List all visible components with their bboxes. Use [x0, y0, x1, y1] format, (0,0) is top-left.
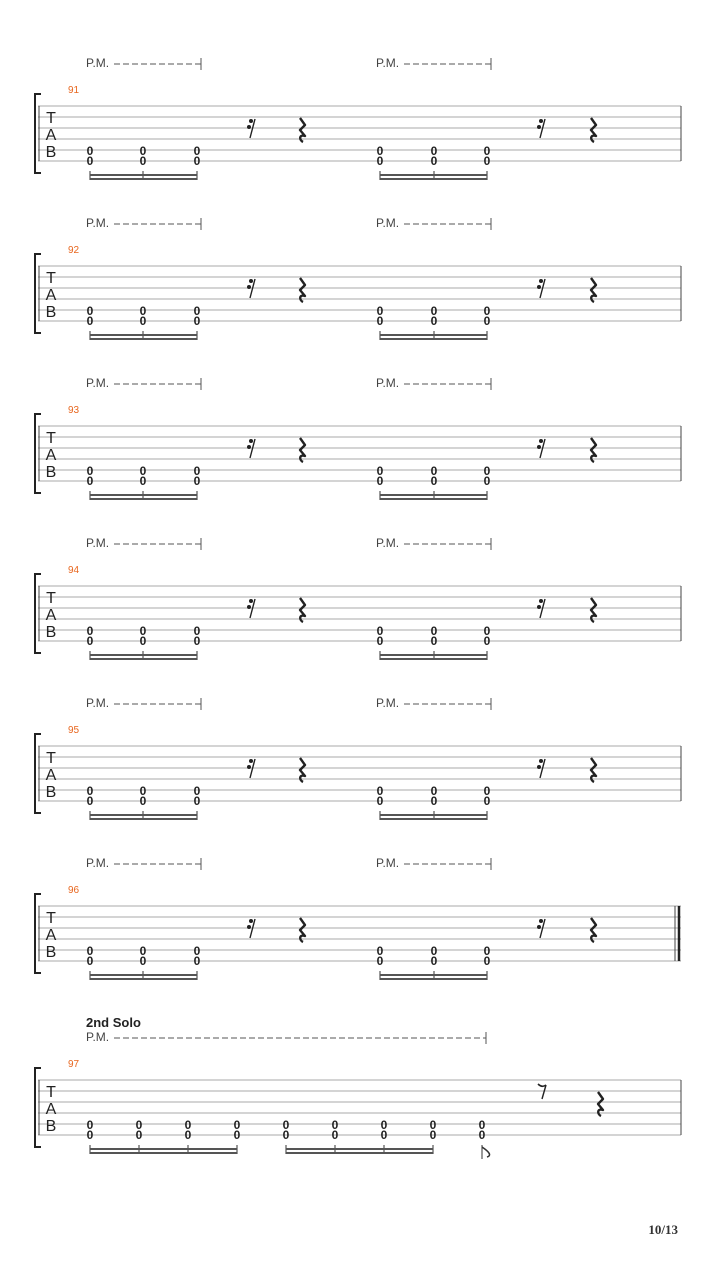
sixteenth-rest-flag: [249, 439, 253, 443]
tab-clef-letter: T: [46, 110, 56, 127]
tab-clef-letter: A: [45, 607, 57, 624]
fret-number: 0: [139, 784, 147, 798]
fret-number: 0: [376, 464, 384, 478]
quarter-rest: [591, 598, 596, 622]
fret-number: 0: [331, 1118, 339, 1132]
palm-mute-label: P.M.: [86, 1030, 110, 1044]
fret-number: 0: [86, 144, 94, 158]
fret-number: 0: [430, 464, 438, 478]
fret-number: 0: [430, 794, 438, 808]
fret-number: 0: [483, 944, 491, 958]
tab-clef-letter: T: [46, 910, 56, 927]
tab-clef-letter: T: [46, 430, 56, 447]
tab-system-91: [35, 56, 681, 180]
fret-number: 0: [139, 314, 147, 328]
fret-number: 0: [282, 1118, 290, 1132]
sixteenth-rest-flag: [537, 125, 541, 129]
quarter-rest: [300, 278, 305, 302]
fret-number: 0: [139, 634, 147, 648]
measure-number: 95: [68, 725, 80, 736]
fret-number: 0: [86, 464, 94, 478]
fret-number: 0: [193, 954, 201, 968]
fret-number: 0: [376, 954, 384, 968]
palm-mute-label: P.M.: [376, 856, 400, 870]
fret-number: 0: [331, 1128, 339, 1142]
fret-number: 0: [193, 144, 201, 158]
fret-number: 0: [193, 474, 201, 488]
sixteenth-rest-flag: [539, 279, 543, 283]
fret-number: 0: [193, 794, 201, 808]
fret-number: 0: [86, 1128, 94, 1142]
measure-number: 93: [68, 405, 80, 416]
fret-number: 0: [376, 154, 384, 168]
fret-number: 0: [430, 784, 438, 798]
fret-number: 0: [430, 144, 438, 158]
fret-number: 0: [376, 794, 384, 808]
fret-number: 0: [193, 784, 201, 798]
sixteenth-rest-flag: [537, 925, 541, 929]
tab-system-96: [35, 856, 681, 980]
fret-number: 0: [233, 1128, 241, 1142]
tab-clef-letter: A: [45, 287, 57, 304]
page-number: 10/13: [648, 1222, 678, 1237]
fret-number: 0: [376, 144, 384, 158]
palm-mute-label: P.M.: [376, 536, 400, 550]
fret-number: 0: [135, 1128, 143, 1142]
sixteenth-rest-flag: [539, 759, 543, 763]
fret-number: 0: [478, 1128, 486, 1142]
fret-number: 0: [139, 304, 147, 318]
sixteenth-rest-flag: [537, 445, 541, 449]
fret-number: 0: [430, 304, 438, 318]
fret-number: 0: [193, 634, 201, 648]
measure-number: 91: [68, 85, 80, 96]
section-title: 2nd Solo: [86, 1015, 141, 1030]
tab-system-94: [35, 536, 681, 660]
palm-mute-label: P.M.: [86, 696, 110, 710]
tab-clef-letter: A: [45, 767, 57, 784]
tab-clef-letter: B: [45, 784, 57, 801]
quarter-rest: [300, 598, 305, 622]
fret-number: 0: [86, 954, 94, 968]
fret-number: 0: [233, 1118, 241, 1132]
fret-number: 0: [376, 314, 384, 328]
tab-system-92: [35, 216, 681, 340]
palm-mute-label: P.M.: [86, 536, 110, 550]
fret-number: 0: [139, 464, 147, 478]
sixteenth-rest-flag: [539, 439, 543, 443]
sixteenth-rest-flag: [539, 599, 543, 603]
quarter-rest: [300, 438, 305, 462]
measure-number: 94: [68, 565, 80, 576]
eighth-flag: [482, 1147, 490, 1157]
fret-number: 0: [483, 954, 491, 968]
tab-clef-letter: A: [45, 447, 57, 464]
palm-mute-label: P.M.: [376, 376, 400, 390]
fret-number: 0: [86, 154, 94, 168]
fret-number: 0: [376, 304, 384, 318]
fret-number: 0: [86, 474, 94, 488]
fret-number: 0: [86, 784, 94, 798]
sixteenth-rest-flag: [249, 599, 253, 603]
fret-number: 0: [139, 474, 147, 488]
fret-number: 0: [193, 464, 201, 478]
palm-mute-label: P.M.: [86, 376, 110, 390]
tab-clef-letter: A: [45, 927, 57, 944]
fret-number: 0: [193, 314, 201, 328]
tab-clef-letter: A: [45, 127, 57, 144]
sixteenth-rest-flag: [537, 605, 541, 609]
measure-number: 97: [68, 1059, 80, 1070]
fret-number: 0: [483, 144, 491, 158]
fret-number: 0: [430, 954, 438, 968]
tab-clef-letter: T: [46, 1084, 56, 1101]
fret-number: 0: [483, 464, 491, 478]
palm-mute-label: P.M.: [376, 56, 400, 70]
quarter-rest: [300, 918, 305, 942]
tab-clef-letter: T: [46, 750, 56, 767]
fret-number: 0: [193, 154, 201, 168]
sixteenth-rest-flag: [247, 925, 251, 929]
fret-number: 0: [376, 634, 384, 648]
tab-clef-letter: B: [45, 944, 57, 961]
sixteenth-rest-flag: [247, 285, 251, 289]
fret-number: 0: [478, 1118, 486, 1132]
fret-number: 0: [193, 304, 201, 318]
fret-number: 0: [86, 304, 94, 318]
fret-number: 0: [483, 624, 491, 638]
fret-number: 0: [483, 304, 491, 318]
fret-number: 0: [86, 944, 94, 958]
sixteenth-rest-flag: [249, 279, 253, 283]
quarter-rest: [591, 118, 596, 142]
fret-number: 0: [376, 784, 384, 798]
tab-clef-letter: B: [45, 144, 57, 161]
sixteenth-rest-flag: [249, 919, 253, 923]
fret-number: 0: [139, 154, 147, 168]
fret-number: 0: [376, 624, 384, 638]
fret-number: 0: [139, 794, 147, 808]
sixteenth-rest-flag: [247, 605, 251, 609]
quarter-rest: [300, 758, 305, 782]
fret-number: 0: [86, 624, 94, 638]
quarter-rest: [591, 918, 596, 942]
fret-number: 0: [139, 944, 147, 958]
fret-number: 0: [429, 1128, 437, 1142]
sixteenth-rest-flag: [537, 765, 541, 769]
tab-clef-letter: B: [45, 624, 57, 641]
quarter-rest: [300, 118, 305, 142]
fret-number: 0: [193, 624, 201, 638]
fret-number: 0: [483, 634, 491, 648]
tab-system-93: [35, 376, 681, 500]
fret-number: 0: [86, 634, 94, 648]
fret-number: 0: [430, 154, 438, 168]
fret-number: 0: [430, 634, 438, 648]
palm-mute-label: P.M.: [86, 56, 110, 70]
fret-number: 0: [380, 1128, 388, 1142]
fret-number: 0: [430, 944, 438, 958]
fret-number: 0: [184, 1118, 192, 1132]
fret-number: 0: [483, 794, 491, 808]
fret-number: 0: [86, 1118, 94, 1132]
tab-clef-letter: B: [45, 1118, 57, 1135]
fret-number: 0: [483, 154, 491, 168]
quarter-rest: [591, 438, 596, 462]
fret-number: 0: [139, 954, 147, 968]
fret-number: 0: [430, 624, 438, 638]
fret-number: 0: [135, 1118, 143, 1132]
sixteenth-rest-flag: [539, 119, 543, 123]
tab-clef-letter: B: [45, 304, 57, 321]
fret-number: 0: [430, 314, 438, 328]
sixteenth-rest-flag: [247, 765, 251, 769]
sixteenth-rest-flag: [249, 759, 253, 763]
fret-number: 0: [376, 944, 384, 958]
palm-mute-label: P.M.: [376, 696, 400, 710]
tab-clef-letter: A: [45, 1101, 57, 1118]
tab-system-97: [35, 1015, 681, 1159]
quarter-rest: [591, 278, 596, 302]
fret-number: 0: [282, 1128, 290, 1142]
measure-number: 96: [68, 885, 80, 896]
sixteenth-rest-flag: [247, 445, 251, 449]
fret-number: 0: [483, 784, 491, 798]
palm-mute-label: P.M.: [86, 216, 110, 230]
fret-number: 0: [139, 144, 147, 158]
fret-number: 0: [483, 314, 491, 328]
fret-number: 0: [376, 474, 384, 488]
fret-number: 0: [139, 624, 147, 638]
tab-clef-letter: B: [45, 464, 57, 481]
sixteenth-rest-flag: [247, 125, 251, 129]
fret-number: 0: [429, 1118, 437, 1132]
fret-number: 0: [380, 1118, 388, 1132]
tab-system-95: [35, 696, 681, 820]
fret-number: 0: [86, 314, 94, 328]
eighth-rest-flag: [538, 1084, 546, 1086]
fret-number: 0: [430, 474, 438, 488]
palm-mute-label: P.M.: [86, 856, 110, 870]
fret-number: 0: [86, 794, 94, 808]
fret-number: 0: [184, 1128, 192, 1142]
sixteenth-rest-flag: [249, 119, 253, 123]
sixteenth-rest-flag: [539, 919, 543, 923]
measure-number: 92: [68, 245, 80, 256]
fret-number: 0: [193, 944, 201, 958]
tab-clef-letter: T: [46, 590, 56, 607]
fret-number: 0: [483, 474, 491, 488]
sixteenth-rest-flag: [537, 285, 541, 289]
quarter-rest: [598, 1092, 603, 1116]
quarter-rest: [591, 758, 596, 782]
palm-mute-label: P.M.: [376, 216, 400, 230]
tab-clef-letter: T: [46, 270, 56, 287]
